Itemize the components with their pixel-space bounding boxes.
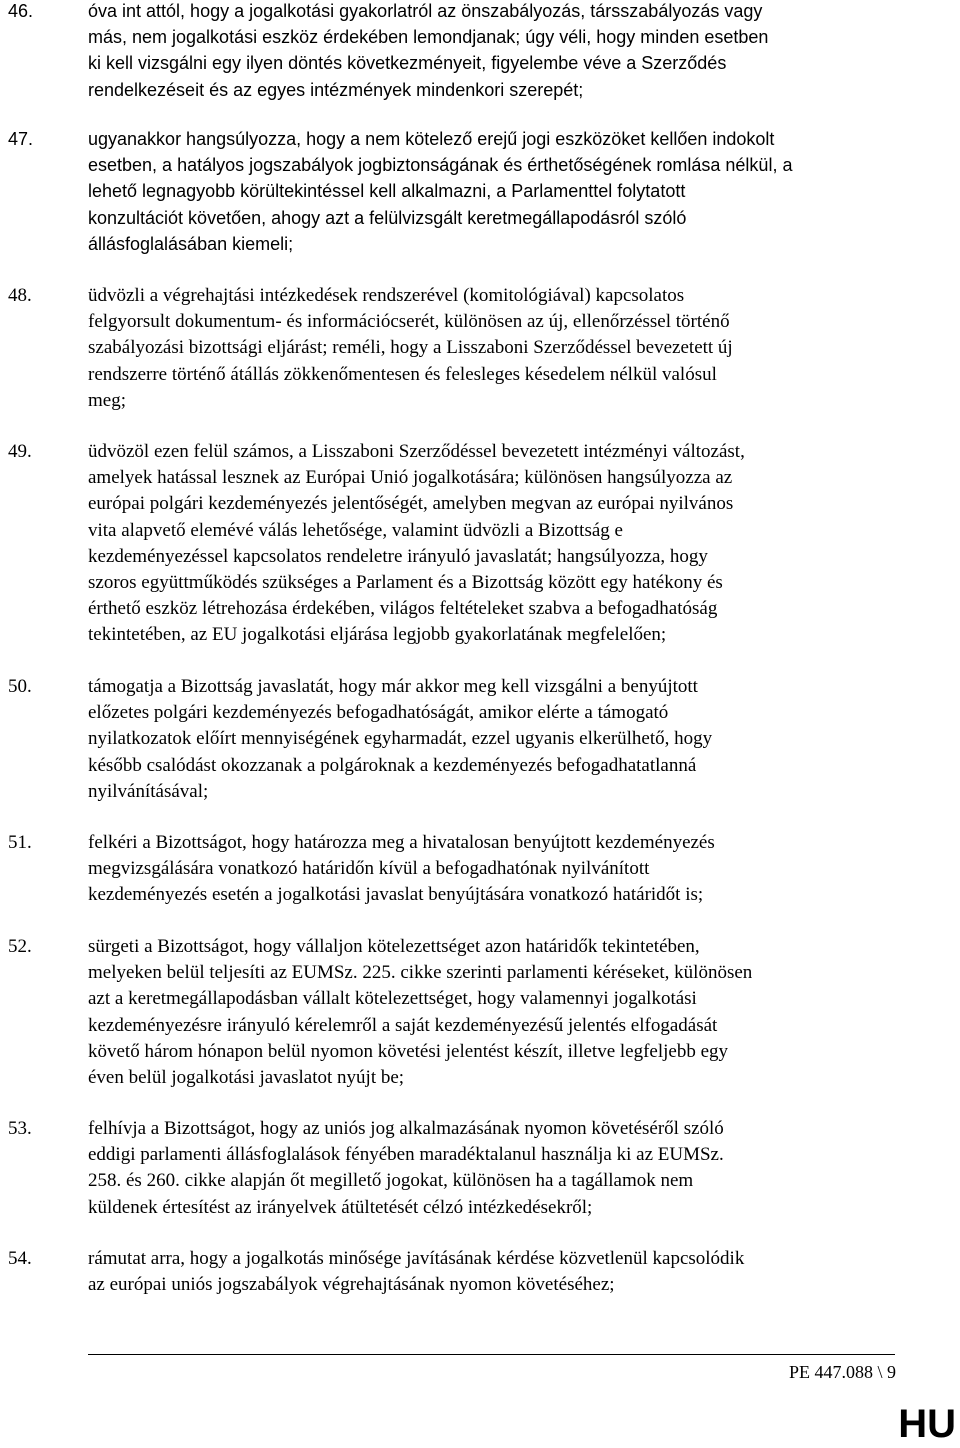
text-line: melyeken belül teljesíti az EUMSz. 225. cikke szerinti parlamenti kéréseket, különösen: [88, 962, 753, 984]
text-line: előzetes polgári kezdeményezés befogadhatóságát, amikor elérte a támogató: [88, 702, 669, 724]
text-line: állásfoglalásában kiemeli;: [88, 233, 294, 254]
text-line: támogatja a Bizottság javaslatát, hogy már akkor meg kell vizsgálni a benyújtott: [88, 676, 698, 697]
text-line: üdvözli a végrehajtási intézkedések rendszerével (komitológiával) kapcsolatos: [88, 285, 685, 306]
text-line: ki kell vizsgálni egy ilyen döntés következményeit, figyelembe véve a Szerződés: [88, 53, 727, 74]
text-line: üdvözöl ezen felül számos, a Lisszaboni Szerződéssel bevezetett intézményi változást,: [88, 441, 745, 462]
footer-divider: [88, 1354, 895, 1355]
text-line: rendszerre történő átállás zökkenőmentesen és felesleges késedelem nélkül valósul: [88, 363, 717, 385]
text-line: nyilvánításával;: [88, 780, 209, 802]
paragraph-number: 49.: [8, 441, 32, 462]
text-line: később csalódást okozzanak a polgároknak a kezdeményezés befogadhatatlanná: [88, 754, 697, 776]
paragraph-number: 48.: [8, 285, 32, 306]
paragraph-text: [88, 439, 900, 649]
paragraph-number: 51.: [8, 832, 32, 853]
text-line: felkéri a Bizottságot, hogy határozza meg a hivatalosan benyújtott kezdeményezés: [88, 832, 715, 853]
text-line: eddigi parlamenti állásfoglalások fényében maradéktalanul használja ki az EUMSz.: [88, 1144, 724, 1166]
paragraph-text: [88, 674, 900, 805]
text-line: sürgeti a Bizottságot, hogy vállaljon kötelezettséget azon határidők tekintetében,: [88, 936, 700, 957]
paragraph-text: [88, 1246, 900, 1298]
page-reference: PE 447.088 \ 9: [788, 1362, 896, 1382]
paragraph-number: 47.: [8, 129, 34, 149]
text-line: európai polgári kezdeményezés jelentőségét, amelyben megvan az európai nyilvános: [88, 493, 734, 515]
text-line: kezdeményezésre irányuló kérelemről a saját kezdeményezésű jelentés elfogadását: [88, 1014, 718, 1036]
text-line: küldenek értesítést az irányelvek átültetését célzó intézkedésekről;: [88, 1196, 593, 1218]
paragraph-text: [88, 830, 900, 909]
paragraph-text: [88, 283, 900, 414]
text-line: azt a keretmegállapodásban vállalt kötelezettséget, hogy valamennyi jogalkotási: [88, 988, 697, 1010]
paragraph-number: 53.: [8, 1118, 32, 1139]
text-line: felgyorsult dokumentum- és információcserét, különösen az új, ellenőrzéssel történő: [88, 311, 730, 333]
text-line: más, nem jogalkotási eszköz érdekében lemondjanak; úgy véli, hogy minden esetben: [88, 27, 769, 48]
paragraph-text: [88, 0, 900, 103]
text-line: szabályozási bizottsági eljárást; reméli, hogy a Lisszaboni Szerződéssel bevezetett új: [88, 337, 733, 359]
text-line: megvizsgálására vonatkozó határidőn kívül a befogadhatónak nyilvánított: [88, 858, 650, 880]
text-line: az európai uniós jogszabályok végrehajtásának nyomon követéséhez;: [88, 1274, 615, 1296]
text-line: konzultációt követően, ahogy azt a felülvizsgált keretmegállapodásról szóló: [88, 207, 687, 228]
paragraph-text: [88, 126, 900, 257]
paragraph-number: 46.: [8, 1, 34, 21]
text-line: követő három hónapon belül nyomon követési jelentést készít, illetve legfeljebb egy: [88, 1040, 729, 1062]
text-line: esetben, a hatályos jogszabályok jogbiztonságának és érthetőségének romlása nélkül, a: [88, 155, 793, 176]
text-line: éven belül jogalkotási javaslatot nyújt be;: [88, 1067, 405, 1089]
text-line: érthető eszköz létrehozása érdekében, világos feltételeket szabva a befogadhatóság: [88, 598, 718, 620]
paragraph-number: 50.: [8, 676, 32, 697]
text-line: 258. és 260. cikke alapján őt megillető jogokat, különösen ha a tagállamok nem: [88, 1170, 694, 1192]
paragraph-text: [88, 1116, 900, 1221]
text-line: felhívja a Bizottságot, hogy az uniós jog alkalmazásának nyomon követéséről szóló: [88, 1118, 724, 1139]
text-line: meg;: [88, 389, 126, 411]
language-code: HU: [898, 1402, 956, 1446]
text-line: nyilatkozatok előírt mennyiségének egyharmadát, ezzel ugyanis elkerülhető, hogy: [88, 728, 713, 750]
text-line: ugyanakkor hangsúlyozza, hogy a nem kötelező erejű jogi eszközöket kellően indokolt: [88, 129, 775, 149]
text-line: kezdeményezés esetén a jogalkotási javaslat benyújtására vonatkozó határidőt is;: [88, 884, 704, 906]
paragraph-text: [88, 934, 900, 1091]
text-line: rámutat arra, hogy a jogalkotás minősége javításának kérdése közvetlenül kapcsolódik: [88, 1248, 745, 1269]
paragraph-number: 52.: [8, 936, 32, 957]
paragraph-number: 54.: [8, 1248, 32, 1269]
text-line: tekintetében, az EU jogalkotási eljárása legjobb gyakorlatának megfelelően;: [88, 624, 667, 646]
text-line: amelyek hatással lesznek az Európai Unió jogalkotására; különösen hangsúlyozza az: [88, 467, 733, 489]
text-line: óva int attól, hogy a jogalkotási gyakorlatról az önszabályozás, társszabályozás vagy: [88, 1, 763, 21]
text-line: rendelkezéseit és az egyes intézmények mindenkori szerepét;: [88, 79, 584, 100]
text-line: vita alapvető elemévé válás lehetősége, valamint üdvözli a Bizottság e: [88, 519, 623, 541]
text-line: szoros együttműködés szükséges a Parlament és a Bizottság között egy hatékony és: [88, 572, 723, 594]
text-line: lehető legnagyobb körültekintéssel kell alkalmazni, a Parlamenttel folytatott: [88, 181, 686, 202]
text-line: kezdeményezéssel kapcsolatos rendeletre irányuló javaslatát; hangsúlyozza, hogy: [88, 545, 708, 567]
